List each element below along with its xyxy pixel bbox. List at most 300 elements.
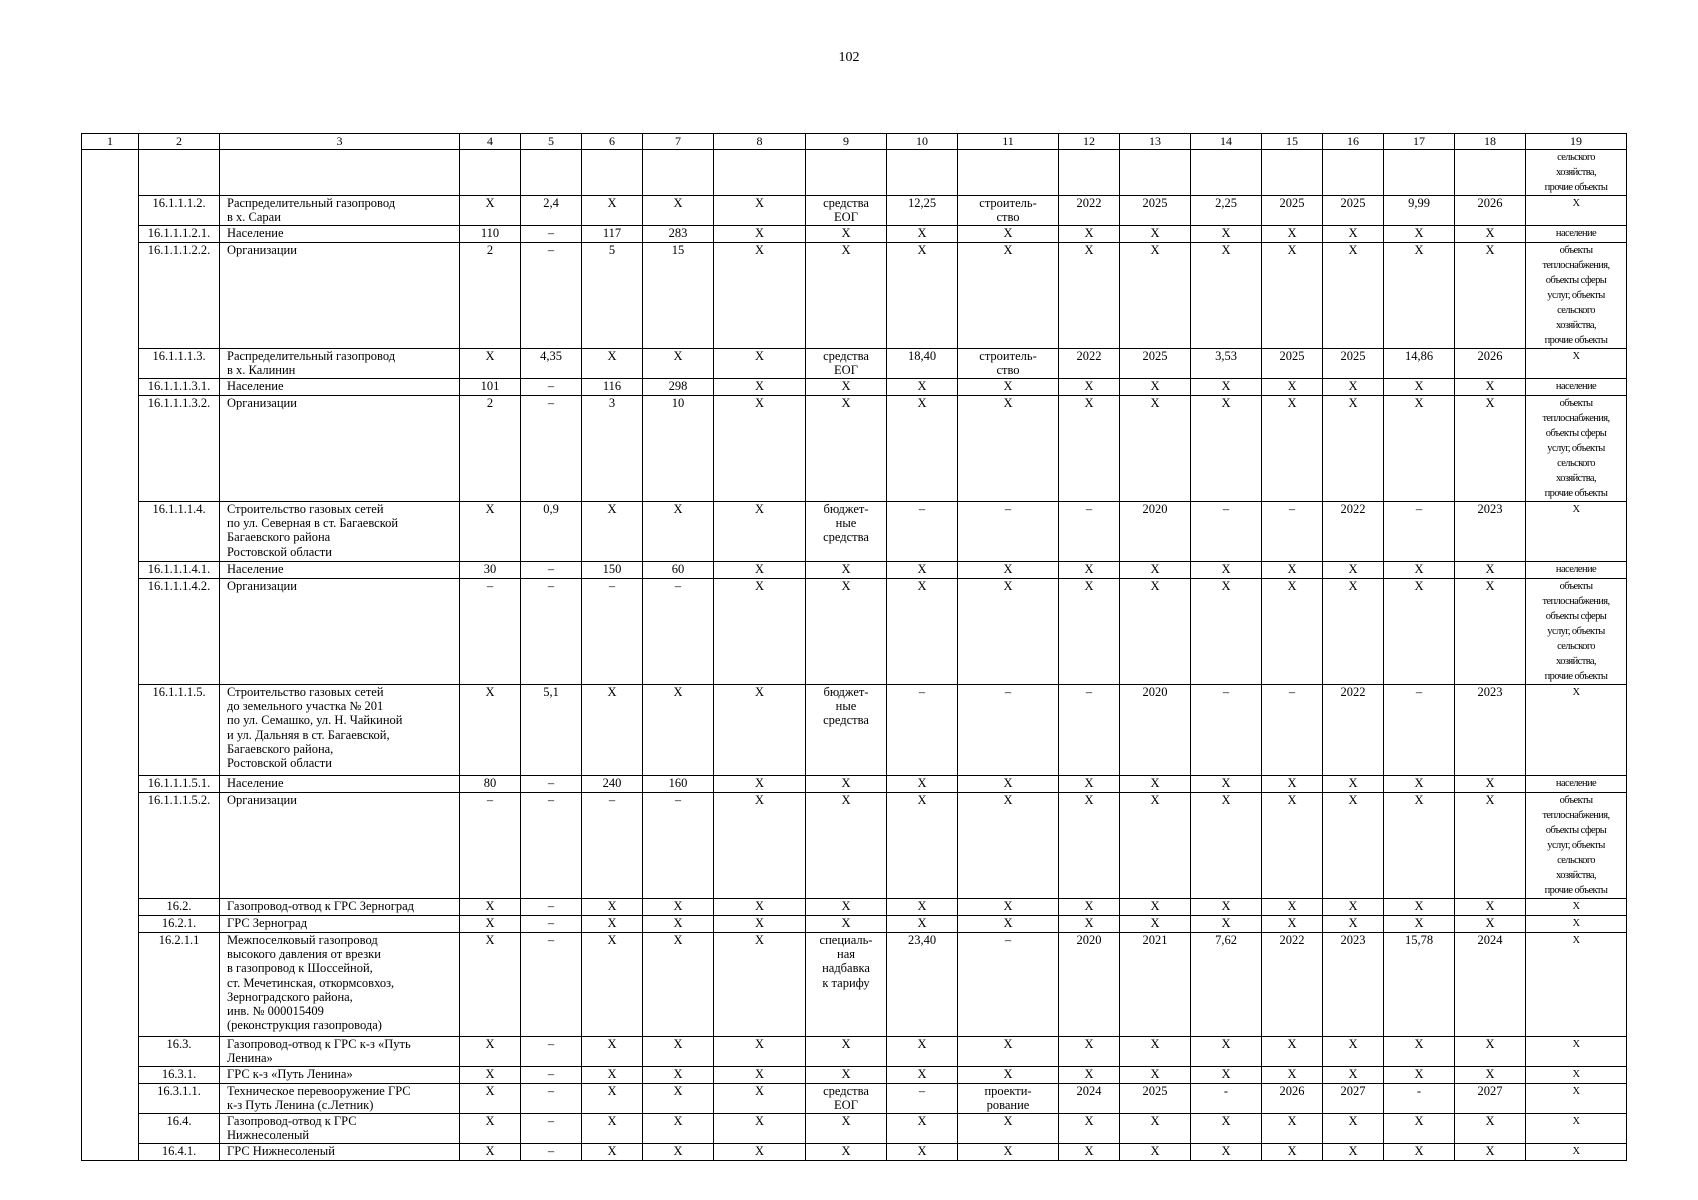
code-cell: 16.2.1. [139, 916, 220, 933]
col-14-cell: Х [1191, 1067, 1262, 1084]
col-13-cell: Х [1120, 916, 1191, 933]
col-6-cell: Х [582, 1114, 643, 1144]
col-6-cell: Х [582, 1067, 643, 1084]
col-7-cell: 160 [643, 776, 714, 793]
stage-cell: Х [958, 1037, 1059, 1067]
col-12-cell: Х [1059, 562, 1120, 579]
col-13-cell: Х [1120, 1067, 1191, 1084]
col-17-cell: – [1384, 685, 1455, 776]
col-14-cell: Х [1191, 776, 1262, 793]
col-14-cell: Х [1191, 579, 1262, 685]
col-5-cell [521, 150, 582, 196]
col-8-cell: Х [714, 196, 806, 226]
col-10-cell: Х [887, 1067, 958, 1084]
col-7-cell: 10 [643, 396, 714, 502]
col-5-cell: 4,35 [521, 349, 582, 379]
column-number-cell: 2 [139, 134, 220, 150]
col-8-cell: Х [714, 579, 806, 685]
table-row [82, 1084, 1627, 1114]
column-number-cell: 11 [958, 134, 1059, 150]
code-cell: 16.1.1.1.2. [139, 196, 220, 226]
col-5-cell: 0,9 [521, 502, 582, 562]
col-13-cell: Х [1120, 226, 1191, 243]
col-10-cell: Х [887, 243, 958, 349]
column-number-cell: 14 [1191, 134, 1262, 150]
col-6-cell: Х [582, 1144, 643, 1161]
col-14-cell: 7,62 [1191, 933, 1262, 1037]
col-13-cell: Х [1120, 1114, 1191, 1144]
col-18-cell: 2023 [1455, 502, 1526, 562]
name-cell: Межпоселковый газопровод высокого давления от врезки в газопровод к Шоссейной, ст. Мечетинская, откормсовхоз, Зерноградского района, инв. № 000015409 (реконструкция газопровода) [220, 933, 460, 1037]
col-17-cell: Х [1384, 562, 1455, 579]
col-8-cell: Х [714, 562, 806, 579]
col-13-cell: Х [1120, 379, 1191, 396]
code-cell: 16.1.1.1.3.2. [139, 396, 220, 502]
name-cell: Население [220, 379, 460, 396]
col-7-cell: Х [643, 1114, 714, 1144]
stage-cell [958, 150, 1059, 196]
col-18-cell: Х [1455, 776, 1526, 793]
col-13-cell: Х [1120, 396, 1191, 502]
col-12-cell: 2020 [1059, 933, 1120, 1037]
col-14-cell [1191, 150, 1262, 196]
col-8-cell: Х [714, 1114, 806, 1144]
col-15-cell: 2022 [1262, 933, 1323, 1037]
col-4-cell: Х [460, 1037, 521, 1067]
table-row [82, 562, 1627, 579]
col-1-cell [82, 1114, 139, 1144]
col-18-cell: 2024 [1455, 933, 1526, 1037]
col-10-cell: – [887, 1084, 958, 1114]
col-7-cell: Х [643, 899, 714, 916]
column-number-cell: 13 [1120, 134, 1191, 150]
col-15-cell: Х [1262, 916, 1323, 933]
stage-cell: Х [958, 776, 1059, 793]
col-16-cell: Х [1323, 562, 1384, 579]
col-8-cell: Х [714, 899, 806, 916]
col-7-cell: Х [643, 1144, 714, 1161]
col-13-cell: Х [1120, 1037, 1191, 1067]
col-17-cell: Х [1384, 243, 1455, 349]
source-cell: средства ЕОГ [806, 1084, 887, 1114]
col-13-cell: 2025 [1120, 196, 1191, 226]
source-cell: Х [806, 776, 887, 793]
col-17-cell: Х [1384, 226, 1455, 243]
col-4-cell: Х [460, 685, 521, 776]
code-cell: 16.1.1.1.2.1. [139, 226, 220, 243]
col-14-cell: Х [1191, 793, 1262, 899]
col-8-cell: Х [714, 1067, 806, 1084]
col-17-cell: Х [1384, 1067, 1455, 1084]
col-1-cell [82, 562, 139, 579]
col-4-cell: Х [460, 1114, 521, 1144]
col-6-cell: Х [582, 685, 643, 776]
col-5-cell: – [521, 226, 582, 243]
stage-cell: Х [958, 1067, 1059, 1084]
col-10-cell: Х [887, 1037, 958, 1067]
col-5-cell: – [521, 776, 582, 793]
col-8-cell: Х [714, 933, 806, 1037]
code-cell: 16.1.1.1.5. [139, 685, 220, 776]
col-16-cell: 2023 [1323, 933, 1384, 1037]
col-18-cell: 2026 [1455, 349, 1526, 379]
stage-cell: – [958, 933, 1059, 1037]
col-5-cell: – [521, 1144, 582, 1161]
col-10-cell: Х [887, 396, 958, 502]
code-cell: 16.3.1.1. [139, 1084, 220, 1114]
table-row [82, 1067, 1627, 1084]
col-8-cell: Х [714, 1084, 806, 1114]
table-row [82, 1144, 1627, 1161]
col-5-cell: – [521, 1114, 582, 1144]
col-18-cell: Х [1455, 226, 1526, 243]
col-14-cell: Х [1191, 562, 1262, 579]
col-10-cell: Х [887, 226, 958, 243]
col-4-cell: Х [460, 196, 521, 226]
col-7-cell: Х [643, 1084, 714, 1114]
code-cell: 16.1.1.1.2.2. [139, 243, 220, 349]
col-16-cell: 2022 [1323, 502, 1384, 562]
code-cell: 16.2. [139, 899, 220, 916]
col-16-cell: Х [1323, 1144, 1384, 1161]
col-16-cell: Х [1323, 793, 1384, 899]
col-1-cell [82, 685, 139, 776]
col-16-cell: Х [1323, 1114, 1384, 1144]
col-4-cell: 30 [460, 562, 521, 579]
col-8-cell: Х [714, 243, 806, 349]
col-13-cell [1120, 150, 1191, 196]
col-10-cell: Х [887, 579, 958, 685]
col-7-cell: Х [643, 685, 714, 776]
col-8-cell: Х [714, 685, 806, 776]
col-6-cell: 116 [582, 379, 643, 396]
column-number-cell: 17 [1384, 134, 1455, 150]
col-4-cell: Х [460, 1084, 521, 1114]
col-14-cell: Х [1191, 899, 1262, 916]
consumers-cell: Х [1526, 1037, 1627, 1067]
col-18-cell: Х [1455, 1114, 1526, 1144]
col-16-cell: Х [1323, 1037, 1384, 1067]
col-6-cell: Х [582, 502, 643, 562]
table-row [82, 916, 1627, 933]
name-cell: Население [220, 562, 460, 579]
col-16-cell: 2025 [1323, 196, 1384, 226]
col-17-cell: Х [1384, 379, 1455, 396]
col-18-cell: Х [1455, 1067, 1526, 1084]
col-1-cell [82, 349, 139, 379]
col-17-cell: Х [1384, 579, 1455, 685]
col-1-cell [82, 502, 139, 562]
col-12-cell: Х [1059, 899, 1120, 916]
source-cell: специаль- ная надбавка к тарифу [806, 933, 887, 1037]
consumers-cell: Х [1526, 349, 1627, 379]
col-8-cell: Х [714, 226, 806, 243]
name-cell: Техническое перевооружение ГРС к-з Путь Ленина (с.Летник) [220, 1084, 460, 1114]
col-4-cell: 110 [460, 226, 521, 243]
col-1-cell [82, 579, 139, 685]
consumers-cell: Х [1526, 1067, 1627, 1084]
col-10-cell [887, 150, 958, 196]
source-cell: Х [806, 899, 887, 916]
stage-cell: Х [958, 226, 1059, 243]
consumers-cell: объекты теплоснабжения, объекты сферы услуг, объекты сельского хозяйства, прочие объекты [1526, 396, 1627, 502]
table-row [82, 379, 1627, 396]
col-16-cell: Х [1323, 396, 1384, 502]
col-10-cell: Х [887, 776, 958, 793]
consumers-cell: объекты теплоснабжения, объекты сферы услуг, объекты сельского хозяйства, прочие объекты [1526, 243, 1627, 349]
source-cell: Х [806, 396, 887, 502]
col-6-cell: Х [582, 899, 643, 916]
code-cell: 16.1.1.1.4.1. [139, 562, 220, 579]
consumers-cell: Х [1526, 196, 1627, 226]
col-7-cell: 60 [643, 562, 714, 579]
col-13-cell: Х [1120, 243, 1191, 349]
col-18-cell: Х [1455, 562, 1526, 579]
col-12-cell: – [1059, 502, 1120, 562]
consumers-cell: население [1526, 226, 1627, 243]
col-7-cell [643, 150, 714, 196]
col-17-cell: Х [1384, 1037, 1455, 1067]
col-12-cell: Х [1059, 243, 1120, 349]
col-14-cell: – [1191, 685, 1262, 776]
col-5-cell: – [521, 899, 582, 916]
source-cell: Х [806, 226, 887, 243]
column-number-cell: 4 [460, 134, 521, 150]
col-1-cell [82, 396, 139, 502]
col-5-cell: – [521, 243, 582, 349]
col-18-cell: 2027 [1455, 1084, 1526, 1114]
col-10-cell: Х [887, 793, 958, 899]
col-1-cell [82, 226, 139, 243]
consumers-cell: Х [1526, 1144, 1627, 1161]
col-15-cell: Х [1262, 562, 1323, 579]
consumers-cell: население [1526, 776, 1627, 793]
col-4-cell: 80 [460, 776, 521, 793]
consumers-cell: население [1526, 562, 1627, 579]
col-18-cell: Х [1455, 243, 1526, 349]
col-18-cell: Х [1455, 916, 1526, 933]
name-cell: Строительство газовых сетей по ул. Северная в ст. Багаевской Багаевского района Ростовской области [220, 502, 460, 562]
col-5-cell: – [521, 1037, 582, 1067]
col-17-cell: Х [1384, 776, 1455, 793]
col-14-cell: – [1191, 502, 1262, 562]
col-18-cell [1455, 150, 1526, 196]
col-18-cell: Х [1455, 379, 1526, 396]
investment-program-table [81, 133, 1627, 1161]
consumers-cell: объекты теплоснабжения, объекты сферы услуг, объекты сельского хозяйства, прочие объекты [1526, 793, 1627, 899]
col-5-cell: – [521, 916, 582, 933]
col-6-cell: Х [582, 349, 643, 379]
source-cell: бюджет- ные средства [806, 685, 887, 776]
consumers-cell: Х [1526, 502, 1627, 562]
col-15-cell: – [1262, 502, 1323, 562]
name-cell [220, 150, 460, 196]
code-cell: 16.1.1.1.4. [139, 502, 220, 562]
name-cell: Газопровод-отвод к ГРС Нижнесоленый [220, 1114, 460, 1144]
col-15-cell: Х [1262, 1144, 1323, 1161]
stage-cell: Х [958, 243, 1059, 349]
stage-cell: строитель- ство [958, 196, 1059, 226]
stage-cell: – [958, 685, 1059, 776]
col-5-cell: – [521, 933, 582, 1037]
column-number-cell: 3 [220, 134, 460, 150]
col-12-cell: – [1059, 685, 1120, 776]
col-17-cell: Х [1384, 916, 1455, 933]
col-8-cell: Х [714, 916, 806, 933]
stage-cell: Х [958, 1144, 1059, 1161]
source-cell: бюджет- ные средства [806, 502, 887, 562]
col-12-cell: Х [1059, 379, 1120, 396]
col-12-cell: 2022 [1059, 349, 1120, 379]
table-row [82, 150, 1627, 196]
col-13-cell: Х [1120, 579, 1191, 685]
stage-cell: проекти- рование [958, 1084, 1059, 1114]
code-cell: 16.1.1.1.4.2. [139, 579, 220, 685]
col-7-cell: – [643, 793, 714, 899]
col-18-cell: Х [1455, 579, 1526, 685]
col-14-cell: - [1191, 1084, 1262, 1114]
col-6-cell: – [582, 793, 643, 899]
col-5-cell: 2,4 [521, 196, 582, 226]
col-8-cell: Х [714, 1144, 806, 1161]
col-5-cell: – [521, 562, 582, 579]
table-row [82, 196, 1627, 226]
col-15-cell: Х [1262, 1037, 1323, 1067]
col-10-cell: Х [887, 1114, 958, 1144]
col-5-cell: – [521, 1084, 582, 1114]
column-number-cell: 7 [643, 134, 714, 150]
col-8-cell: Х [714, 1037, 806, 1067]
source-cell: Х [806, 1067, 887, 1084]
col-14-cell: 3,53 [1191, 349, 1262, 379]
col-7-cell: Х [643, 933, 714, 1037]
col-15-cell: Х [1262, 899, 1323, 916]
col-8-cell: Х [714, 379, 806, 396]
col-5-cell: – [521, 379, 582, 396]
consumers-cell: Х [1526, 916, 1627, 933]
col-13-cell: Х [1120, 793, 1191, 899]
col-4-cell: – [460, 793, 521, 899]
col-1-cell [82, 916, 139, 933]
col-6-cell: Х [582, 1037, 643, 1067]
col-4-cell: Х [460, 933, 521, 1037]
col-4-cell: – [460, 579, 521, 685]
name-cell: Газопровод-отвод к ГРС Зерноград [220, 899, 460, 916]
col-15-cell: Х [1262, 243, 1323, 349]
col-10-cell: 23,40 [887, 933, 958, 1037]
col-18-cell: Х [1455, 793, 1526, 899]
col-15-cell: Х [1262, 1114, 1323, 1144]
col-18-cell: Х [1455, 1144, 1526, 1161]
col-7-cell: Х [643, 1037, 714, 1067]
col-6-cell: 117 [582, 226, 643, 243]
col-10-cell: Х [887, 916, 958, 933]
col-17-cell: - [1384, 1084, 1455, 1114]
col-4-cell: Х [460, 349, 521, 379]
table-row [82, 396, 1627, 502]
col-6-cell: 5 [582, 243, 643, 349]
col-4-cell: Х [460, 899, 521, 916]
source-cell: средства ЕОГ [806, 196, 887, 226]
col-8-cell: Х [714, 502, 806, 562]
consumers-cell: Х [1526, 1114, 1627, 1144]
col-17-cell [1384, 150, 1455, 196]
col-10-cell: Х [887, 899, 958, 916]
col-6-cell: Х [582, 1084, 643, 1114]
col-4-cell [460, 150, 521, 196]
col-12-cell: Х [1059, 1144, 1120, 1161]
name-cell: ГРС Зерноград [220, 916, 460, 933]
col-8-cell [714, 150, 806, 196]
col-14-cell: Х [1191, 1144, 1262, 1161]
col-16-cell: Х [1323, 899, 1384, 916]
code-cell: 16.1.1.1.3. [139, 349, 220, 379]
col-17-cell: 9,99 [1384, 196, 1455, 226]
col-15-cell [1262, 150, 1323, 196]
table-row [82, 1037, 1627, 1067]
table-row [82, 685, 1627, 776]
name-cell: Население [220, 776, 460, 793]
col-17-cell: Х [1384, 1114, 1455, 1144]
source-cell: Х [806, 579, 887, 685]
consumers-cell: объекты теплоснабжения, объекты сферы услуг, объекты сельского хозяйства, прочие объекты [1526, 579, 1627, 685]
col-7-cell: 283 [643, 226, 714, 243]
col-13-cell: 2025 [1120, 1084, 1191, 1114]
col-12-cell [1059, 150, 1120, 196]
col-13-cell: 2025 [1120, 349, 1191, 379]
stage-cell: Х [958, 396, 1059, 502]
col-17-cell: Х [1384, 396, 1455, 502]
stage-cell: строитель- ство [958, 349, 1059, 379]
col-16-cell: Х [1323, 243, 1384, 349]
name-cell: Население [220, 226, 460, 243]
col-6-cell: 3 [582, 396, 643, 502]
col-16-cell: Х [1323, 579, 1384, 685]
source-cell: Х [806, 1037, 887, 1067]
col-1-cell [82, 933, 139, 1037]
col-14-cell: Х [1191, 916, 1262, 933]
source-cell: средства ЕОГ [806, 349, 887, 379]
table-row [82, 776, 1627, 793]
col-14-cell: Х [1191, 396, 1262, 502]
col-12-cell: Х [1059, 1114, 1120, 1144]
col-1-cell [82, 150, 139, 196]
col-6-cell: 150 [582, 562, 643, 579]
col-6-cell: 240 [582, 776, 643, 793]
col-18-cell: 2023 [1455, 685, 1526, 776]
col-15-cell: Х [1262, 793, 1323, 899]
column-number-cell: 16 [1323, 134, 1384, 150]
source-cell: Х [806, 916, 887, 933]
page-number: 102 [838, 50, 860, 65]
col-10-cell: Х [887, 562, 958, 579]
col-12-cell: Х [1059, 793, 1120, 899]
col-18-cell: Х [1455, 1037, 1526, 1067]
source-cell: Х [806, 243, 887, 349]
col-16-cell: 2027 [1323, 1084, 1384, 1114]
col-15-cell: 2026 [1262, 1084, 1323, 1114]
col-1-cell [82, 1067, 139, 1084]
col-10-cell: 18,40 [887, 349, 958, 379]
col-13-cell: Х [1120, 1144, 1191, 1161]
col-18-cell: Х [1455, 396, 1526, 502]
stage-cell: Х [958, 916, 1059, 933]
col-16-cell: Х [1323, 776, 1384, 793]
col-8-cell: Х [714, 349, 806, 379]
col-6-cell: Х [582, 933, 643, 1037]
name-cell: ГРС к-з «Путь Ленина» [220, 1067, 460, 1084]
name-cell: Организации [220, 793, 460, 899]
